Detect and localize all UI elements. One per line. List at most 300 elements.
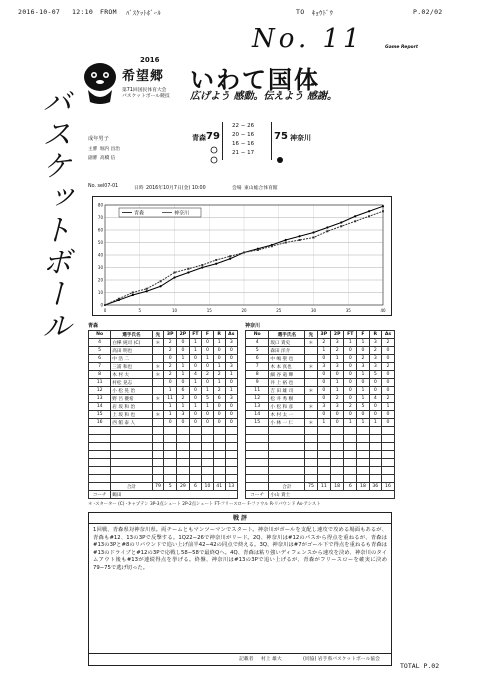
data-point [354, 220, 356, 222]
table-row [246, 427, 395, 435]
table-cell: 0 [202, 419, 214, 427]
table-cell [111, 459, 152, 467]
column-header: F [202, 331, 214, 339]
table-cell: 西 館 泰 人 [111, 419, 152, 427]
table-cell [317, 427, 330, 435]
table-cell [317, 459, 330, 467]
table-cell: 1 [331, 387, 344, 395]
table-cell: 1 [317, 347, 330, 355]
table-cell: 0 [381, 419, 394, 427]
y-tick-label: 60 [97, 227, 103, 233]
table-cell: 木 村 大 [111, 371, 152, 379]
table-cell: 2 [164, 371, 177, 379]
table-row [246, 387, 395, 395]
table-cell: 3 [369, 355, 381, 363]
table-row [89, 467, 238, 475]
table-cell: 3 [225, 363, 237, 371]
table-row [89, 387, 238, 395]
table-cell [213, 435, 225, 443]
data-point [215, 259, 217, 261]
coach-row [246, 491, 395, 499]
table-cell: 0 [225, 355, 237, 363]
team-a-score: 79 [206, 131, 220, 142]
table-cell: 3 [369, 363, 381, 371]
table-cell [305, 475, 317, 483]
y-tick-label: 40 [97, 252, 103, 258]
table-cell [152, 347, 164, 355]
table-cell [381, 451, 394, 459]
x-tick-label: 25 [276, 308, 282, 313]
team-b-stats-table [245, 330, 395, 499]
table-cell [225, 427, 237, 435]
filled-circle-icon [276, 156, 284, 164]
table-cell [246, 475, 269, 483]
table-cell: 5 [164, 483, 177, 491]
table-cell: 0 [189, 387, 201, 395]
table-row [246, 395, 395, 403]
table-cell [381, 467, 394, 475]
x-tick-label: 20 [241, 308, 247, 313]
banner-name-kanji: 希望郷 [122, 69, 165, 84]
table-cell: 10 [202, 483, 214, 491]
table-cell [189, 459, 201, 467]
table-cell: 6 [344, 483, 357, 491]
table-cell [213, 451, 225, 459]
table-cell: 小 松 晃 治 [111, 387, 152, 395]
x-tick-label: 5 [138, 308, 142, 313]
table-cell: 0 [225, 379, 237, 387]
organization: (同協) 岩手県バスケットボール協会 [303, 657, 380, 662]
table-cell: 細 谷 竜 輝 [269, 371, 305, 379]
table-cell [344, 443, 357, 451]
table-cell: 3 [357, 363, 369, 371]
data-point [215, 263, 217, 265]
table-cell: 5 [246, 347, 269, 355]
table-cell [317, 467, 330, 475]
table-cell: 3 [331, 403, 344, 411]
table-cell: 0 [317, 395, 330, 403]
win-circle-icon [210, 156, 218, 164]
column-header: 選手氏名 [111, 331, 152, 339]
table-cell: 1 [189, 403, 201, 411]
table-cell: 5 [357, 403, 369, 411]
table-cell [246, 467, 269, 475]
data-point [285, 242, 287, 244]
table-cell [246, 427, 269, 435]
table-cell: 1 [164, 411, 177, 419]
table-cell: 合計 [111, 483, 152, 491]
table-cell [152, 475, 164, 483]
y-tick-label: 70 [97, 215, 103, 220]
table-cell: 3 [331, 339, 344, 347]
table-cell: 14 [89, 403, 111, 411]
table-cell: 1 [213, 379, 225, 387]
table-row [89, 395, 238, 403]
table-header-row [246, 331, 395, 339]
table-cell [177, 427, 190, 435]
table-cell: 村松 晃志 [111, 379, 152, 387]
table-cell: 0 [369, 411, 381, 419]
table-cell: 0 [189, 419, 201, 427]
table-cell: 小 林 一 仁 [269, 419, 305, 427]
table-cell: 0 [189, 411, 201, 419]
x-tick-label: 0 [103, 308, 107, 313]
table-cell [246, 451, 269, 459]
column-header: 先 [152, 331, 164, 339]
table-cell [225, 459, 237, 467]
table-cell: 1 [317, 419, 330, 427]
table-cell: 1 [177, 355, 190, 363]
table-cell: 1 [331, 355, 344, 363]
table-cell: 木 村 太 一 [269, 411, 305, 419]
table-row [89, 355, 238, 363]
table-cell [111, 443, 152, 451]
table-cell: 13 [89, 395, 111, 403]
table-cell: 1 [177, 371, 190, 379]
x-tick-label: 15 [206, 308, 212, 313]
table-cell [89, 443, 111, 451]
table-row [246, 355, 395, 363]
table-cell [189, 443, 201, 451]
table-cell: 0 [177, 379, 190, 387]
table-cell [246, 483, 269, 491]
column-header: 2P [177, 331, 190, 339]
period-1-a: 22 [232, 123, 239, 129]
table-cell [381, 475, 394, 483]
table-cell: 0 [369, 387, 381, 395]
table-cell: 0 [344, 355, 357, 363]
table-cell: 9 [246, 379, 269, 387]
table-cell [331, 435, 344, 443]
table-cell: 0 [189, 395, 201, 403]
coach-name: 小山 貴士 [269, 491, 395, 499]
table-cell [305, 395, 317, 403]
table-cell [89, 427, 111, 435]
table-cell [177, 475, 190, 483]
table-cell: 6 [177, 387, 190, 395]
table-cell [202, 443, 214, 451]
comment-box [88, 512, 392, 666]
data-point [326, 226, 328, 228]
table-cell: 0 [381, 387, 394, 395]
table-cell: 0 [225, 347, 237, 355]
table-cell: 1 [344, 339, 357, 347]
table-row [89, 435, 238, 443]
data-point [104, 304, 106, 306]
data-point [299, 239, 301, 241]
table-cell: 1 [202, 387, 214, 395]
data-point [313, 237, 315, 239]
table-cell [152, 443, 164, 451]
table-cell: 0 [344, 411, 357, 419]
table-cell: 森田 洋介 [269, 347, 305, 355]
table-row [89, 475, 238, 483]
table-cell: 3 [317, 403, 330, 411]
table-cell: 0 [317, 355, 330, 363]
table-cell: 7 [246, 363, 269, 371]
data-point [368, 215, 370, 217]
column-header: 3P [317, 331, 330, 339]
table-cell [89, 451, 111, 459]
table-cell [111, 451, 152, 459]
table-row [89, 451, 238, 459]
table-cell [89, 435, 111, 443]
table-cell [111, 467, 152, 475]
table-cell [89, 459, 111, 467]
table-cell [331, 467, 344, 475]
table-cell [164, 427, 177, 435]
table-cell: 3 [177, 411, 190, 419]
table-cell: 4 [89, 339, 111, 347]
table-cell: 岩 坂 和 治 [111, 403, 152, 411]
table-cell: 29 [177, 483, 190, 491]
table-cell: 0 [331, 419, 344, 427]
table-row [246, 339, 395, 347]
table-cell [152, 451, 164, 459]
fax-page: P.02/02 [413, 8, 443, 16]
table-cell [305, 467, 317, 475]
table-row [246, 371, 395, 379]
table-cell: 0 [213, 403, 225, 411]
table-cell: 0 [202, 411, 214, 419]
data-point [382, 205, 384, 207]
table-cell: 5 [89, 347, 111, 355]
table-cell: 12 [246, 395, 269, 403]
table-cell: 0 [189, 355, 201, 363]
banner-name-big: いわて国体 [190, 66, 320, 94]
table-cell [152, 427, 164, 435]
table-cell [305, 459, 317, 467]
table-cell [225, 443, 237, 451]
column-header: 2P [331, 331, 344, 339]
column-header: As [225, 331, 237, 339]
venue-label: 会場 [232, 186, 242, 191]
table-cell: 0 [164, 419, 177, 427]
y-tick-label: 80 [97, 202, 103, 208]
table-cell: 0 [202, 379, 214, 387]
mascot-logo-icon [82, 60, 118, 104]
x-tick-label: 30 [310, 308, 317, 313]
table-cell: 1 [189, 339, 201, 347]
x-tick-label: 10 [171, 308, 178, 313]
table-cell: 0 [357, 347, 369, 355]
table-cell: 41 [213, 483, 225, 491]
table-cell [177, 451, 190, 459]
table-cell [202, 475, 214, 483]
data-point [132, 294, 134, 296]
table-cell: 18 [331, 483, 344, 491]
table-cell [381, 435, 394, 443]
data-point [201, 264, 203, 266]
table-row [89, 427, 238, 435]
table-cell: 3 [225, 339, 237, 347]
data-point [354, 215, 356, 217]
table-cell [189, 467, 201, 475]
table-cell [202, 467, 214, 475]
table-cell: 2 [344, 403, 357, 411]
table-cell: 1 [189, 347, 201, 355]
table-cell [344, 459, 357, 467]
table-cell [202, 451, 214, 459]
team-b-name: 神奈川 [290, 134, 311, 142]
table-cell [369, 435, 381, 443]
table-cell [305, 371, 317, 379]
table-cell [164, 451, 177, 459]
table-cell: 1 [344, 419, 357, 427]
x-tick-label: 40 [380, 308, 386, 313]
table-cell: 1 [369, 419, 381, 427]
game-date: 2016年10月7日(金) 10:00 [146, 186, 206, 191]
column-header: FT [189, 331, 201, 339]
table-cell [305, 443, 317, 451]
table-cell [344, 427, 357, 435]
table-cell: 0 [344, 363, 357, 371]
table-cell [357, 435, 369, 443]
data-point [312, 231, 314, 233]
table-cell: 5 [202, 395, 214, 403]
handwritten-sport: バスケットボール [36, 86, 71, 342]
table-cell: 1 [164, 403, 177, 411]
venue: 東山総合体育館 [244, 186, 278, 191]
period-4-b: 17 [247, 150, 255, 156]
table-cell: 0 [225, 419, 237, 427]
data-point [173, 276, 175, 278]
table-cell [164, 459, 177, 467]
y-tick-label: 20 [97, 277, 103, 283]
table-cell: 0 [369, 403, 381, 411]
table-cell [269, 451, 305, 459]
table-cell [246, 435, 269, 443]
table-cell: 6 [189, 483, 201, 491]
date-label: 日時 [134, 186, 144, 191]
column-header: 3P [164, 331, 177, 339]
table-cell: 中 嶋 聖 也 [269, 355, 305, 363]
table-cell: 0 [189, 363, 201, 371]
data-point [340, 221, 342, 223]
game-number: No. sel07-01 [88, 184, 119, 189]
table-cell: ＊ [305, 339, 317, 347]
table-cell: 13 [246, 403, 269, 411]
table-cell: ＊ [152, 339, 164, 347]
table-cell [344, 451, 357, 459]
table-cell [305, 451, 317, 459]
table-cell [381, 427, 394, 435]
category: 成年男子 [88, 136, 109, 142]
table-cell: 2 [331, 395, 344, 403]
table-cell: 1 [225, 371, 237, 379]
table-cell [202, 459, 214, 467]
table-cell: ＊ [152, 395, 164, 403]
table-cell: ＊ [305, 403, 317, 411]
table-cell: 0 [317, 411, 330, 419]
table-cell [305, 379, 317, 387]
table-cell: 2 [381, 339, 394, 347]
x-tick-label: 35 [345, 308, 351, 313]
data-point [229, 255, 231, 257]
table-cell [152, 387, 164, 395]
table-cell: 11 [89, 379, 111, 387]
table-cell [213, 467, 225, 475]
table-cell [202, 435, 214, 443]
game-report-label: Game Report [385, 45, 419, 50]
table-cell [246, 459, 269, 467]
table-cell [269, 443, 305, 451]
y-tick-label: 30 [97, 265, 103, 270]
table-cell: 1 [381, 403, 394, 411]
table-cell: 0 [357, 379, 369, 387]
period-3-a: 16 [232, 141, 239, 147]
table-cell: 2 [213, 387, 225, 395]
table-cell [317, 451, 330, 459]
data-point [201, 266, 203, 268]
table-cell [369, 451, 381, 459]
y-tick-label: 10 [97, 290, 103, 295]
table-cell [177, 443, 190, 451]
table-cell: 14 [246, 411, 269, 419]
table-cell: 2 [317, 339, 330, 347]
table-cell: 12 [89, 387, 111, 395]
table-cell: 0 [202, 363, 214, 371]
table-cell: 0 [317, 387, 330, 395]
table-cell: 合計 [269, 483, 305, 491]
table-cell: ＊ [152, 411, 164, 419]
table-cell [369, 475, 381, 483]
table-cell: 野 呂 優希 [111, 395, 152, 403]
data-point [368, 210, 370, 212]
table-cell: 3 [369, 339, 381, 347]
legend-line: ＊ -スターター (C) -キャプテン 3P-3点シュート 2P-2点シュート FT-フリースロー F-ファウル R-リバウンド As-アシスト [88, 502, 321, 507]
period-4-a: 21 [232, 150, 239, 156]
column-header: R [213, 331, 225, 339]
table-cell [305, 355, 317, 363]
column-header: FT [344, 331, 357, 339]
table-cell: 8 [89, 371, 111, 379]
table-row [246, 379, 395, 387]
table-cell: ＊ [305, 387, 317, 395]
data-point [187, 268, 189, 270]
footer-total-pages: TOTAL P.02 [400, 662, 440, 670]
table-row [89, 411, 238, 419]
table-header-row [89, 331, 238, 339]
table-cell: 6 [213, 395, 225, 403]
table-cell: 5 [369, 371, 381, 379]
table-cell [357, 459, 369, 467]
table-cell: 0 [225, 403, 237, 411]
table-cell: 2 [177, 395, 190, 403]
table-cell [317, 435, 330, 443]
banner-slogan: 広げよう 感動。伝えよう 感謝。 [190, 91, 337, 102]
table-cell [305, 347, 317, 355]
legend-label: 神奈川 [174, 210, 190, 217]
table-cell: 0 [381, 347, 394, 355]
referee-1: 堀内 昌治 [100, 147, 120, 152]
table-row [246, 451, 395, 459]
period-1-b: 26 [247, 123, 255, 129]
handwritten-number: No. 11 [252, 24, 364, 54]
table-cell: 木 本 真也 [269, 363, 305, 371]
table-cell: 井 上 裕 也 [269, 379, 305, 387]
table-cell [357, 467, 369, 475]
table-cell [344, 435, 357, 443]
table-cell: 上 坂 和 也 [111, 411, 152, 419]
table-cell: 0 [357, 411, 369, 419]
referee-1-label: 主審 [88, 147, 98, 152]
period-3-b: 16 [247, 141, 255, 147]
table-cell [331, 475, 344, 483]
table-cell [381, 459, 394, 467]
data-point [146, 290, 148, 292]
table-row [89, 347, 238, 355]
